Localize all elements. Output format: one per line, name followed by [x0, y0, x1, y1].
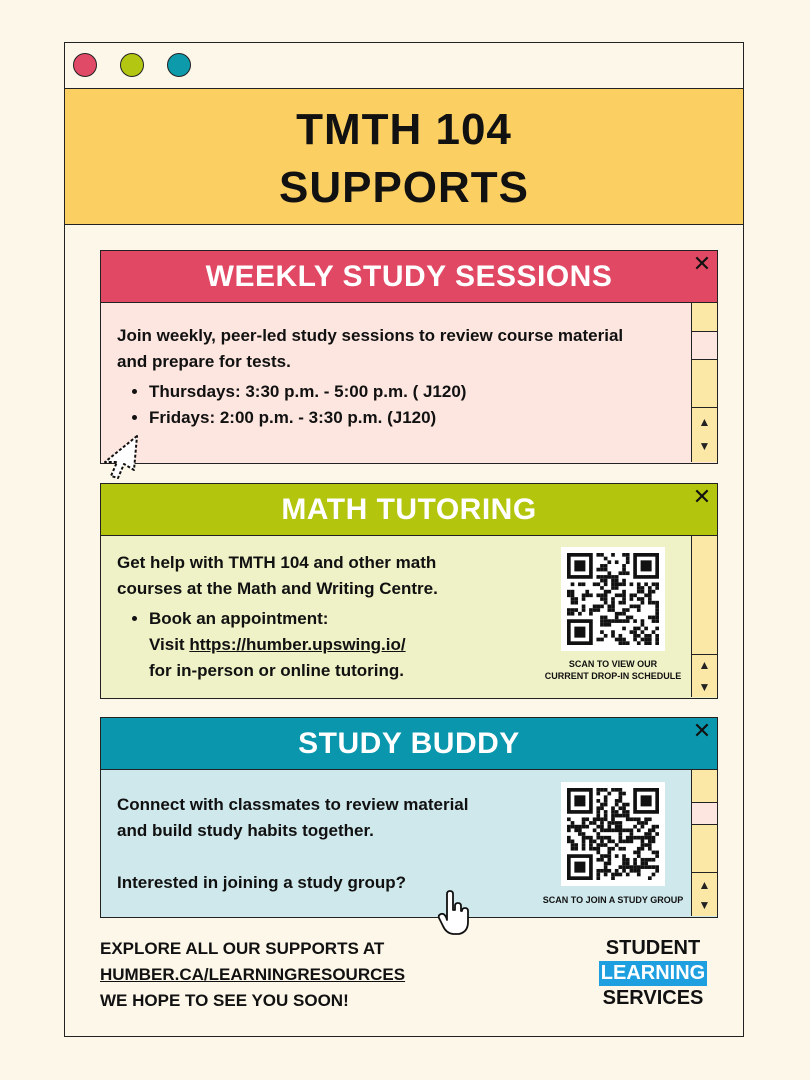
qr-caption-line2: CURRENT DROP-IN SCHEDULE: [544, 671, 682, 681]
buddy-line2: and build study habits together.: [117, 821, 374, 840]
math-scrollbar[interactable]: [691, 536, 717, 697]
scrollbar-divider: [692, 407, 717, 408]
student-learning-services-logo: [592, 936, 714, 1011]
scrollbar-divider: [692, 824, 717, 825]
math-line2: courses at the Math and Writing Centre.: [117, 579, 438, 598]
study-group-qr-caption: SCAN TO JOIN A STUDY GROUP: [542, 895, 684, 905]
drop-in-qr-code[interactable]: [561, 547, 665, 651]
weekly-scrollbar[interactable]: [691, 303, 717, 462]
weekly-intro-line1: Join weekly, peer-led study sessions to review course material: [117, 326, 624, 345]
weekly-sessions-heading: [101, 251, 717, 303]
study-buddy-heading: [101, 718, 717, 770]
math-tutoring-title: MATH TUTORING: [281, 493, 537, 526]
window-top-bar: [65, 43, 743, 89]
tutoring-mode-text: for in-person or online tutoring.: [149, 661, 404, 680]
arrow-cursor-icon: [101, 434, 141, 480]
qr-caption-line1: SCAN TO VIEW OUR: [568, 659, 658, 669]
green-window-dot[interactable]: [120, 53, 144, 77]
page-title-line2: SUPPORTS: [278, 163, 530, 212]
visit-prefix: Visit: [149, 635, 190, 654]
math-body: [117, 550, 438, 684]
buddy-question: Interested in joining a study group?: [117, 873, 407, 892]
study-buddy-window: [100, 717, 718, 918]
session-item: • Fridays: 2:00 p.m. - 3:30 p.m. (J120): [149, 405, 623, 431]
close-icon[interactable]: ✕: [692, 484, 712, 509]
qr-code-graphic: [567, 553, 659, 645]
close-icon[interactable]: ✕: [692, 718, 712, 743]
triangle-up-icon[interactable]: ▲: [698, 658, 711, 672]
triangle-down-icon[interactable]: ▼: [698, 898, 711, 912]
math-bullet: [149, 606, 438, 684]
page-title-line1: TMTH 104: [296, 105, 512, 154]
math-line1: Get help with TMTH 104 and other math: [117, 553, 437, 572]
footer-line3: WE HOPE TO SEE YOU SOON!: [100, 991, 349, 1010]
drop-in-qr-caption: [535, 658, 691, 682]
triangle-down-icon[interactable]: ▼: [698, 439, 711, 453]
study-group-qr-code[interactable]: [561, 782, 665, 886]
scrollbar-divider: [692, 359, 717, 360]
triangle-up-icon[interactable]: ▲: [698, 415, 711, 429]
close-icon[interactable]: ✕: [692, 251, 712, 276]
study-buddy-title: STUDY BUDDY: [298, 727, 520, 760]
footer-text: [100, 936, 405, 1014]
logo-word-learning: LEARNING: [600, 962, 706, 984]
scrollbar-thumb[interactable]: [692, 802, 717, 824]
triangle-down-icon[interactable]: ▼: [698, 680, 711, 694]
logo-word-services: SERVICES: [602, 987, 704, 1009]
session-item: • Thursdays: 3:30 p.m. - 5:00 p.m. ( J120): [149, 379, 623, 405]
math-tutoring-window: [100, 483, 718, 699]
book-appointment-text: Book an appointment:: [149, 609, 329, 628]
math-list: [117, 606, 438, 684]
blue-window-dot[interactable]: [167, 53, 191, 77]
learning-resources-link[interactable]: HUMBER.CA/LEARNINGRESOURCES: [100, 965, 406, 984]
weekly-body: [117, 323, 623, 431]
weekly-sessions-window: [100, 250, 718, 464]
logo-word-student: STUDENT: [605, 937, 701, 959]
upswing-link[interactable]: https://humber.upswing.io/: [189, 635, 406, 654]
footer-line1: EXPLORE ALL OUR SUPPORTS AT: [100, 939, 385, 958]
weekly-sessions-title: WEEKLY STUDY SESSIONS: [205, 260, 613, 293]
math-tutoring-heading: [101, 484, 717, 536]
scrollbar-divider: [692, 872, 717, 873]
hand-pointer-icon: [437, 890, 473, 936]
title-band: [65, 89, 743, 225]
red-window-dot[interactable]: [73, 53, 97, 77]
session-list: [117, 379, 623, 431]
buddy-line1: Connect with classmates to review material: [117, 795, 469, 814]
buddy-body: [117, 792, 468, 896]
qr-code-graphic: [567, 788, 659, 880]
triangle-up-icon[interactable]: ▲: [698, 878, 711, 892]
weekly-intro-line2: and prepare for tests.: [117, 352, 291, 371]
scrollbar-thumb[interactable]: [692, 331, 717, 359]
